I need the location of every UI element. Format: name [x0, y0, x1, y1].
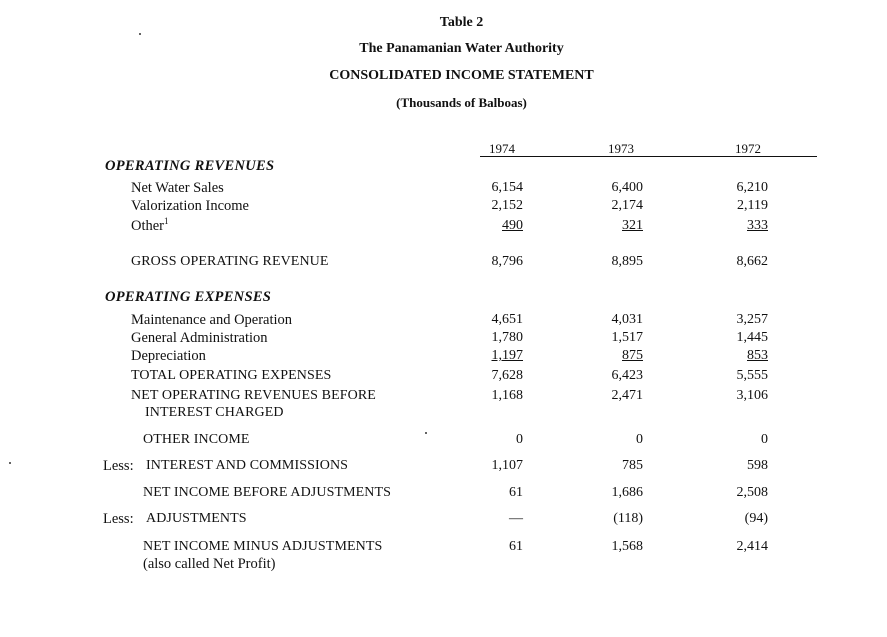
cell-net-water-sales-1974: 6,154 — [491, 180, 523, 195]
cell-interest-1973: 785 — [622, 458, 643, 473]
cell-total-expenses-1973: 6,423 — [611, 368, 643, 383]
cell-valorization-1972: 2,119 — [737, 198, 768, 213]
cell-total-expenses-1974: 7,628 — [491, 368, 523, 383]
cell-net-before-adj-1972: 2,508 — [736, 485, 768, 500]
cell-interest-1972: 598 — [747, 458, 768, 473]
cell-depreciation-1973: 875 — [622, 348, 643, 363]
cell-other-income-1974: 0 — [516, 432, 523, 447]
cell-net-operating-1974: 1,168 — [491, 388, 523, 403]
cell-valorization-1973: 2,174 — [611, 198, 643, 213]
cell-gross-1973: 8,895 — [611, 254, 643, 269]
other-label-text: Other — [131, 218, 165, 234]
row-label-gross: GROSS OPERATING REVENUE — [131, 254, 329, 269]
cell-other-1973: 321 — [622, 218, 643, 233]
row-label-adjustments: ADJUSTMENTS — [146, 511, 247, 526]
row-label-other — [131, 216, 169, 235]
cell-maintenance-1972: 3,257 — [736, 312, 768, 327]
cell-adjustments-1974: — — [509, 511, 523, 526]
cell-general-admin-1972: 1,445 — [736, 330, 768, 345]
cell-depreciation-1972: 853 — [747, 348, 768, 363]
row-label-valorization: Valorization Income — [131, 198, 249, 214]
row-label-general-admin: General Administration — [131, 330, 268, 346]
cell-gross-1974: 8,796 — [491, 254, 523, 269]
cell-other-1974: 490 — [502, 218, 523, 233]
row-label-maintenance: Maintenance and Operation — [131, 312, 293, 328]
cell-maintenance-1973: 4,031 — [611, 312, 643, 327]
footnote-marker: 1 — [164, 216, 169, 226]
cell-valorization-1974: 2,152 — [491, 198, 523, 213]
cell-total-expenses-1972: 5,555 — [736, 368, 768, 383]
cell-other-income-1973: 0 — [636, 432, 643, 447]
row-label-other-income: OTHER INCOME — [143, 432, 250, 447]
cell-general-admin-1973: 1,517 — [611, 330, 643, 345]
table-number: Table 2 — [439, 15, 484, 30]
row-prefix-interest: Less: — [103, 458, 134, 474]
cell-net-minus-adj-1973: 1,568 — [611, 539, 643, 554]
row-label-net-minus-adj-line2: (also called Net Profit) — [143, 556, 276, 572]
statement-title: CONSOLIDATED INCOME STATEMENT — [329, 68, 594, 83]
row-label-net-minus-adj: NET INCOME MINUS ADJUSTMENTS — [143, 539, 383, 554]
cell-net-minus-adj-1972: 2,414 — [736, 539, 768, 554]
cell-net-before-adj-1973: 1,686 — [611, 485, 643, 500]
cell-general-admin-1974: 1,780 — [491, 330, 523, 345]
row-label-net-operating: NET OPERATING REVENUES BEFORE — [131, 388, 376, 403]
entity-name: The Panamanian Water Authority — [359, 41, 564, 56]
cell-net-minus-adj-1974: 61 — [509, 539, 523, 554]
row-label-total-expenses: TOTAL OPERATING EXPENSES — [131, 368, 332, 383]
year-header-1974: 1974 — [489, 141, 515, 156]
header-rule — [480, 156, 817, 157]
year-header-1972: 1972 — [735, 141, 761, 156]
cell-net-operating-1972: 3,106 — [736, 388, 768, 403]
units-note: (Thousands of Balboas) — [396, 95, 527, 110]
scan-speck — [9, 462, 11, 464]
cell-net-water-sales-1973: 6,400 — [611, 180, 643, 195]
year-header-1973: 1973 — [608, 141, 634, 156]
row-label-net-water-sales: Net Water Sales — [131, 180, 224, 196]
scan-speck — [139, 33, 141, 35]
row-label-interest: INTEREST AND COMMISSIONS — [146, 458, 349, 473]
row-prefix-adjustments: Less: — [103, 511, 134, 527]
scan-speck — [425, 432, 427, 434]
section-operating-revenues: OPERATING REVENUES — [105, 158, 275, 174]
row-label-net-before-adj: NET INCOME BEFORE ADJUSTMENTS — [143, 485, 392, 500]
cell-depreciation-1974: 1,197 — [491, 348, 523, 363]
row-label-net-operating-line2: INTEREST CHARGED — [145, 405, 284, 420]
cell-interest-1974: 1,107 — [491, 458, 523, 473]
cell-net-operating-1973: 2,471 — [611, 388, 643, 403]
cell-other-1972: 333 — [747, 218, 768, 233]
cell-gross-1972: 8,662 — [736, 254, 768, 269]
cell-other-income-1972: 0 — [761, 432, 768, 447]
section-operating-expenses: OPERATING EXPENSES — [105, 289, 272, 305]
cell-adjustments-1973: (118) — [613, 511, 643, 526]
cell-adjustments-1972: (94) — [744, 511, 768, 526]
cell-maintenance-1974: 4,651 — [491, 312, 523, 327]
cell-net-water-sales-1972: 6,210 — [736, 180, 768, 195]
cell-net-before-adj-1974: 61 — [509, 485, 523, 500]
row-label-depreciation: Depreciation — [131, 348, 206, 364]
